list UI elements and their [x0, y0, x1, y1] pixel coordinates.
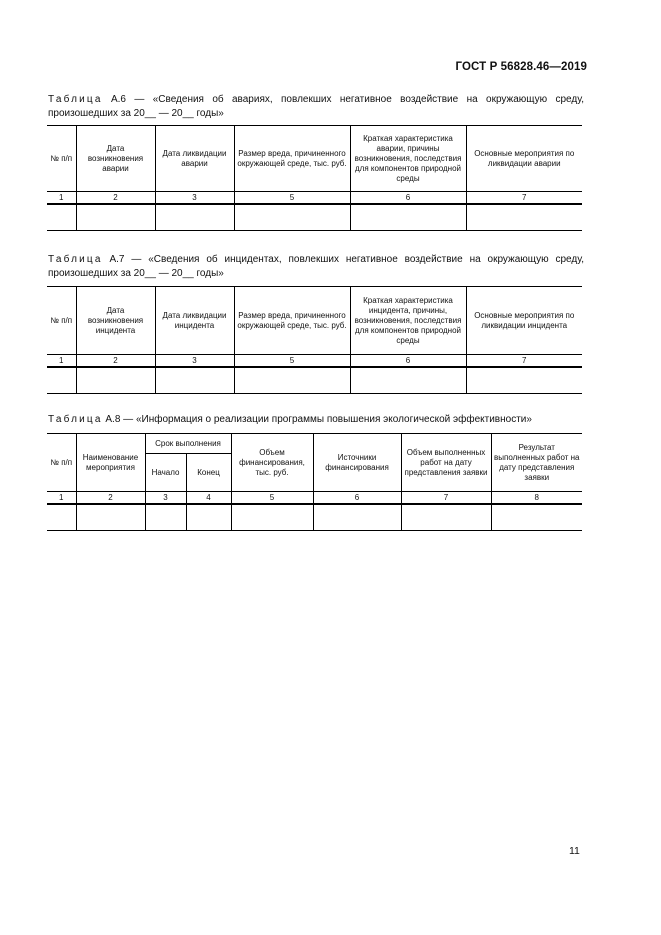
column-number: 7: [401, 492, 491, 505]
column-number-row: [47, 192, 582, 205]
empty-cell: [313, 504, 401, 530]
document-code: ГОСТ Р 56828.46—2019: [455, 61, 587, 73]
table-caption-text: А.7 — «Сведения об инцидентах, повлекших негативное воздействие на окружающую среду, произошедших за 20__ — 20__ годы»: [48, 254, 584, 279]
header-cell-end-date: Дата ликвидации инцидента: [155, 287, 234, 355]
empty-cell: [186, 504, 231, 530]
empty-cell: [47, 504, 76, 530]
table-header-row: [47, 434, 582, 454]
column-number: 3: [155, 355, 234, 368]
empty-cell: [234, 367, 350, 393]
table-header-row: [47, 126, 582, 192]
empty-cell: [234, 204, 350, 230]
page-number: 11: [569, 845, 580, 857]
column-number: 2: [76, 192, 155, 205]
header-cell-execution-period: Срок выполнения: [145, 434, 231, 454]
empty-cell: [401, 504, 491, 530]
column-number: 7: [466, 192, 582, 205]
empty-cell: [76, 504, 145, 530]
header-cell-end-date: Дата ликвидации аварии: [155, 126, 234, 192]
header-cell-measures: Основные мероприятия по ликвидации инцидента: [466, 287, 582, 355]
column-number: 2: [76, 355, 155, 368]
table-header-row: [47, 287, 582, 355]
empty-cell: [466, 204, 582, 230]
header-cell-start-date: Дата возникновения инцидента: [76, 287, 155, 355]
empty-cell: [491, 504, 582, 530]
header-cell-number: № п/п: [47, 434, 76, 492]
column-number: 8: [491, 492, 582, 505]
header-cell-start: Начало: [145, 454, 186, 492]
empty-cell: [350, 204, 466, 230]
header-cell-number: № п/п: [47, 287, 76, 355]
column-number-row: [47, 492, 582, 505]
table-a6: [47, 125, 582, 231]
column-number: 6: [313, 492, 401, 505]
table-label: Таблица: [48, 94, 103, 105]
column-number: 6: [350, 355, 466, 368]
header-cell-start-date: Дата возникновения аварии: [76, 126, 155, 192]
empty-cell: [466, 367, 582, 393]
column-number: 7: [466, 355, 582, 368]
table-a8-caption: [48, 413, 584, 427]
header-cell-end: Конец: [186, 454, 231, 492]
column-number: 6: [350, 192, 466, 205]
column-number: 5: [234, 355, 350, 368]
empty-cell: [155, 204, 234, 230]
header-cell-number: № п/п: [47, 126, 76, 192]
column-number: 5: [234, 192, 350, 205]
header-cell-measures: Основные мероприятия по ликвидации аварии: [466, 126, 582, 192]
column-number: 1: [47, 192, 76, 205]
column-number-row: [47, 355, 582, 368]
empty-row: [47, 204, 582, 230]
table-a7-caption: [48, 253, 584, 281]
column-number: 1: [47, 355, 76, 368]
header-cell-activity-name: Наименование мероприятия: [76, 434, 145, 492]
column-number: 3: [145, 492, 186, 505]
header-cell-work-result: Результат выполненных работ на дату представления заявки: [491, 434, 582, 492]
header-cell-description: Краткая характеристика инцидента, причины, возникновения, последствия для компонентов природной среды: [350, 287, 466, 355]
header-cell-description: Краткая характеристика аварии, причины возникновения, последствия для компонентов природной среды: [350, 126, 466, 192]
column-number: 5: [231, 492, 313, 505]
header-cell-damage: Размер вреда, причиненного окружающей среде, тыс. руб.: [234, 287, 350, 355]
table-a6-caption: [48, 93, 584, 121]
empty-cell: [47, 367, 76, 393]
table-label: Таблица: [48, 254, 103, 265]
empty-cell: [231, 504, 313, 530]
header-cell-damage: Размер вреда, причиненного окружающей среде, тыс. руб.: [234, 126, 350, 192]
empty-cell: [76, 367, 155, 393]
empty-cell: [350, 367, 466, 393]
column-number: 3: [155, 192, 234, 205]
table-label: Таблица: [48, 414, 103, 425]
column-number: 2: [76, 492, 145, 505]
empty-row: [47, 504, 582, 530]
header-cell-funding-amount: Объем финансирования, тыс. руб.: [231, 434, 313, 492]
empty-cell: [155, 367, 234, 393]
table-a8: [47, 433, 582, 531]
column-number: 1: [47, 492, 76, 505]
empty-row: [47, 367, 582, 393]
table-caption-text: А.6 — «Сведения об авариях, повлекших негативное воздействие на окружающую среду, произошедших за 20__ — 20__ годы»: [48, 94, 584, 119]
table-caption-text: А.8 — «Информация о реализации программы повышения экологической эффективности»: [102, 414, 532, 425]
empty-cell: [145, 504, 186, 530]
header-cell-funding-sources: Источники финансирования: [313, 434, 401, 492]
header-cell-work-volume: Объем выполненных работ на дату представления заявки: [401, 434, 491, 492]
table-a7: [47, 286, 582, 394]
column-number: 4: [186, 492, 231, 505]
empty-cell: [47, 204, 76, 230]
empty-cell: [76, 204, 155, 230]
